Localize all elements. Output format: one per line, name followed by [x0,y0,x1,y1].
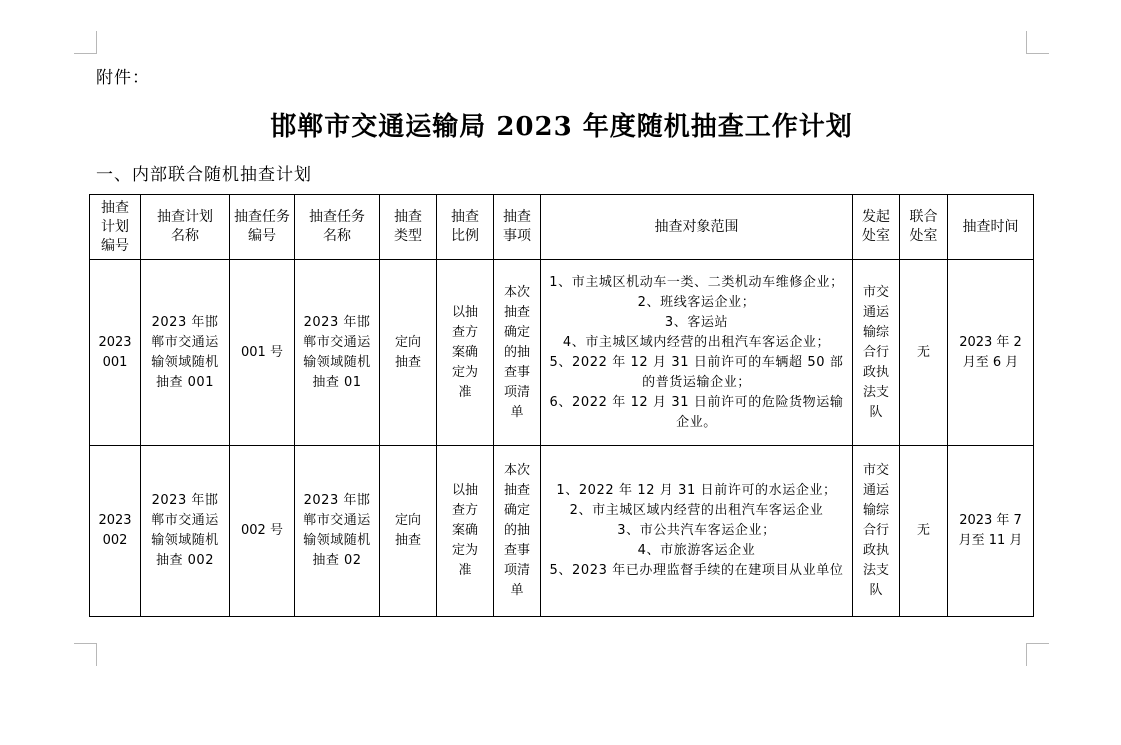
table-header-row [90,195,1034,260]
header-task-no: 抽查任务编号 [230,195,295,260]
document-title: 邯郸市交通运输局 2023 年度随机抽查工作计划 [270,112,853,142]
cell-task-name: 2023 年邯郸市交通运输领域随机抽查 01 [295,260,380,446]
page-corner-bottom-right [1026,643,1049,666]
section-heading: 一、内部联合随机抽查计划 [96,165,312,185]
scope-line: 2、市主城区域内经营的出租汽车客运企业 [569,503,824,518]
cell-joint: 无 [900,260,948,446]
header-plan-no: 抽查计划编号 [90,195,141,260]
cell-type: 定向抽查 [380,446,437,617]
cell-joint: 无 [900,446,948,617]
scope-line: 1、2022 年 12 月 31 日前许可的水运企业； [556,483,837,498]
scope-line: 1、市主城区机动车一类、二类机动车维修企业； [549,274,844,290]
cell-time: 2023 年 2 月至 6 月 [948,260,1034,446]
scope-line: 5、2022 年 12 月 31 日前许可的车辆超 50 部的普货运输企业； [549,354,844,390]
cell-initiator: 市交通运输综合行政执法支队 [853,260,900,446]
scope-line: 3、客运站 [664,314,729,330]
header-ratio: 抽查比例 [437,195,494,260]
cell-task-name: 2023 年邯郸市交通运输领域随机抽查 02 [295,446,380,617]
scope-line: 2、班线客运企业； [637,294,756,310]
table-row [90,446,1034,617]
header-scope: 抽查对象范围 [541,195,853,260]
cell-scope [541,446,853,617]
cell-time: 2023 年 7 月至 11 月 [948,446,1034,617]
plan-table [89,194,1034,617]
scope-line: 3、市公共汽车客运企业； [617,523,776,538]
header-item: 抽查事项 [494,195,541,260]
header-plan-name: 抽查计划名称 [141,195,230,260]
cell-ratio: 以抽查方案确定为准 [437,446,494,617]
scope-line: 4、市旅游客运企业 [637,543,756,558]
header-type: 抽查类型 [380,195,437,260]
cell-plan-name: 2023 年邯郸市交通运输领域随机抽查 001 [141,260,230,446]
page-corner-top-right [1026,31,1049,54]
cell-type: 定向抽查 [380,260,437,446]
cell-item: 本次抽查确定的抽查事项清单 [494,260,541,446]
cell-task-no: 001 号 [230,260,295,446]
header-time: 抽查时间 [948,195,1034,260]
cell-plan-name: 2023 年邯郸市交通运输领域随机抽查 002 [141,446,230,617]
cell-plan-no: 2023 002 [90,446,141,617]
cell-initiator: 市交通运输综合行政执法支队 [853,446,900,617]
page-corner-bottom-left [74,643,97,666]
header-joint: 联合处室 [900,195,948,260]
scope-line: 4、市主城区域内经营的出租汽车客运企业； [562,334,831,350]
scope-line: 5、2023 年已办理监督手续的在建项目从业单位 [549,563,844,578]
cell-task-no: 002 号 [230,446,295,617]
cell-item: 本次抽查确定的抽查事项清单 [494,446,541,617]
cell-plan-no: 2023 001 [90,260,141,446]
scope-line: 6、2022 年 12 月 31 日前许可的危险货物运输企业。 [549,394,844,430]
attachment-label: 附件： [96,68,150,88]
cell-ratio: 以抽查方案确定为准 [437,260,494,446]
header-task-name: 抽查任务名称 [295,195,380,260]
table-row [90,260,1034,446]
cell-scope [541,260,853,446]
page-corner-top-left [74,31,97,54]
header-initiator: 发起处室 [853,195,900,260]
